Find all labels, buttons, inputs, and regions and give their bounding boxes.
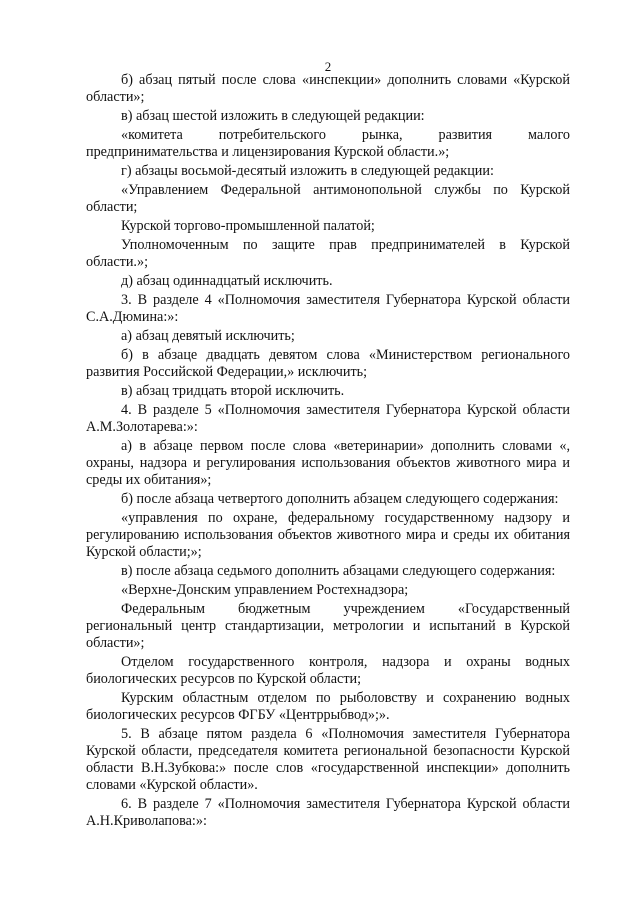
paragraph-3b: б) в абзаце двадцать девятом слова «Министерством регионального развития Российской Федерации,» исключить; — [86, 347, 570, 380]
paragraph-chamber: Курской торгово-промышленной палатой; — [121, 218, 375, 234]
document-body — [86, 72, 570, 832]
paragraph-1v: в) абзац шестой изложить в следующей редакции: — [121, 108, 425, 124]
paragraph-rostekhnadzor: «Верхне-Донским управлением Ростехнадзора; — [121, 582, 409, 598]
paragraph-fas: «Управлением Федеральной антимонопольной службы по Курской области; — [86, 182, 570, 215]
paragraph-4a: а) в абзаце первом после слова «ветеринарии» дополнить словами «, охраны, надзора и регулирования использования объектов животного мира и среды их обитания»; — [86, 438, 570, 488]
paragraph-committee: «комитета потребительского рынка, развития малого предпринимательства и лицензирования Курской области.»; — [86, 127, 570, 160]
paragraph-1b: б) абзац пятый после слова «инспекции» дополнить словами «Курской области»; — [86, 72, 570, 105]
paragraph-3a: а) абзац девятый исключить; — [121, 328, 295, 344]
paragraph-wildlife: «управления по охране, федеральному государственному надзору и регулированию использования объектов животного мира и среды их обитания Курской области;»; — [86, 510, 570, 560]
paragraph-section-7: 6. В разделе 7 «Полномочия заместителя Губернатора Курской области А.Н.Криволапова:»: — [86, 796, 570, 829]
page-number: 2 — [324, 59, 332, 74]
paragraph-section-6: 5. В абзаце пятом раздела 6 «Полномочия заместителя Губернатора Курской области, председателя комитета региональной безопасности Курской области В.Н.Зубкова:» после слов «государственной инспекции» дополнить словами «Курской области». — [86, 726, 570, 793]
paragraph-4b: б) после абзаца четвертого дополнить абзацем следующего содержания: — [121, 491, 559, 507]
paragraph-3v: в) абзац тридцать второй исключить. — [121, 383, 345, 399]
paragraph-section-5: 4. В разделе 5 «Полномочия заместителя Губернатора Курской области А.М.Золотарева:»: — [86, 402, 570, 435]
paragraph-water-control: Отделом государственного контроля, надзора и охраны водных биологических ресурсов по Курской области; — [86, 654, 570, 687]
paragraph-ombudsman: Уполномоченным по защите прав предпринимателей в Курской области.»; — [86, 237, 570, 270]
paragraph-4v: в) после абзаца седьмого дополнить абзацами следующего содержания: — [121, 563, 556, 579]
paragraph-1d: д) абзац одиннадцатый исключить. — [121, 273, 333, 289]
paragraph-standards-center: Федеральным бюджетным учреждением «Государственный региональный центр стандартизации, метрологии и испытаний в Курской области»; — [86, 601, 570, 651]
paragraph-1g: г) абзацы восьмой-десятый изложить в следующей редакции: — [121, 163, 494, 179]
paragraph-section-4: 3. В разделе 4 «Полномочия заместителя Губернатора Курской области С.А.Дюмина:»: — [86, 292, 570, 325]
paragraph-fishery: Курским областным отделом по рыболовству и сохранению водных биологических ресурсов ФГБУ «Центррыбвод»;». — [86, 690, 570, 723]
